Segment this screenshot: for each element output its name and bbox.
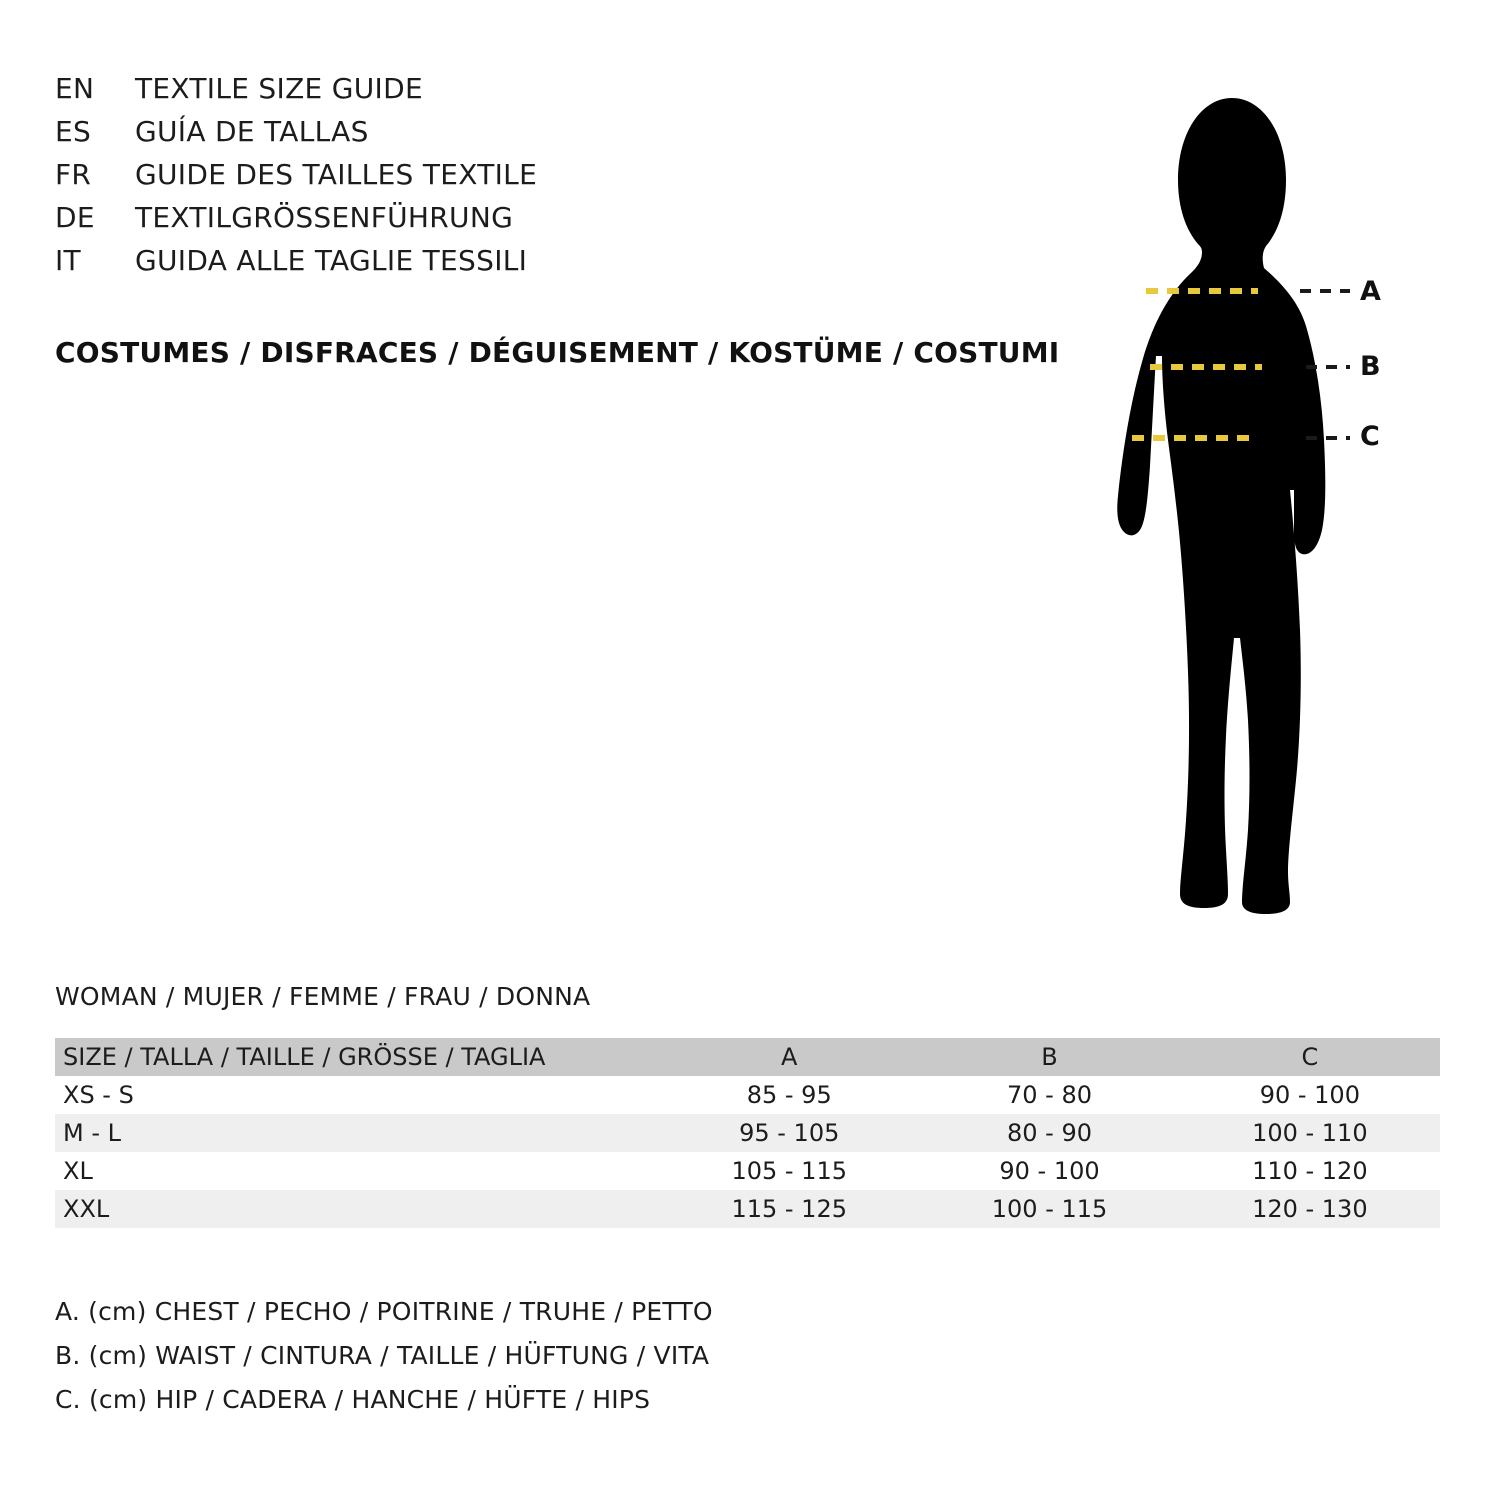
legend-line-c: C. (cm) HIP / CADERA / HANCHE / HÜFTE / HIPS xyxy=(55,1385,651,1414)
cell-c: 100 - 110 xyxy=(1180,1114,1440,1152)
table-row xyxy=(55,1190,1440,1228)
language-code-en: EN xyxy=(55,72,95,105)
cell-b: 80 - 90 xyxy=(919,1114,1179,1152)
language-row-fr xyxy=(55,158,1015,201)
measurement-legend xyxy=(55,1290,1055,1422)
silhouette-icon xyxy=(1050,60,1470,940)
cell-c: 90 - 100 xyxy=(1180,1076,1440,1114)
cell-size: XXL xyxy=(55,1190,659,1228)
language-text-en: TEXTILE SIZE GUIDE xyxy=(135,72,423,105)
table-header-row xyxy=(55,1038,1440,1076)
measure-label-c: C xyxy=(1360,421,1380,452)
column-header-a: A xyxy=(659,1038,919,1076)
language-code-de: DE xyxy=(55,201,95,234)
language-row-de xyxy=(55,201,1015,244)
table-header xyxy=(55,1038,1440,1076)
cell-b: 70 - 80 xyxy=(919,1076,1179,1114)
cell-size: XS - S xyxy=(55,1076,659,1114)
language-list xyxy=(55,72,1015,287)
cell-a: 105 - 115 xyxy=(659,1152,919,1190)
table-row xyxy=(55,1114,1440,1152)
cell-b: 100 - 115 xyxy=(919,1190,1179,1228)
column-header-b: B xyxy=(919,1038,1179,1076)
cell-b: 90 - 100 xyxy=(919,1152,1179,1190)
language-row-es xyxy=(55,115,1015,158)
table-row xyxy=(55,1152,1440,1190)
language-row-it xyxy=(55,244,1015,287)
language-code-fr: FR xyxy=(55,158,92,191)
measure-label-a: A xyxy=(1360,276,1381,307)
language-code-it: IT xyxy=(55,244,81,277)
column-header-c: C xyxy=(1180,1038,1440,1076)
female-silhouette-figure xyxy=(1050,60,1470,940)
cell-c: 110 - 120 xyxy=(1180,1152,1440,1190)
language-text-it: GUIDA ALLE TAGLIE TESSILI xyxy=(135,244,528,277)
language-row-en xyxy=(55,72,1015,115)
language-text-es: GUÍA DE TALLAS xyxy=(135,115,369,148)
table-body xyxy=(55,1076,1440,1228)
table-row xyxy=(55,1076,1440,1114)
table-caption: WOMAN / MUJER / FEMME / FRAU / DONNA xyxy=(55,982,591,1011)
cell-size: M - L xyxy=(55,1114,659,1152)
language-text-fr: GUIDE DES TAILLES TEXTILE xyxy=(135,158,538,191)
cell-size: XL xyxy=(55,1152,659,1190)
column-header-size: SIZE / TALLA / TAILLE / GRÖSSE / TAGLIA xyxy=(55,1038,659,1076)
cell-a: 85 - 95 xyxy=(659,1076,919,1114)
cell-c: 120 - 130 xyxy=(1180,1190,1440,1228)
costumes-subtitle: COSTUMES / DISFRACES / DÉGUISEMENT / KOSTÜME / COSTUMI xyxy=(55,336,1060,369)
language-text-de: TEXTILGRÖSSENFÜHRUNG xyxy=(135,201,514,234)
language-code-es: ES xyxy=(55,115,92,148)
legend-line-a: A. (cm) CHEST / PECHO / POITRINE / TRUHE / PETTO xyxy=(55,1297,713,1326)
cell-a: 95 - 105 xyxy=(659,1114,919,1152)
cell-a: 115 - 125 xyxy=(659,1190,919,1228)
size-table xyxy=(55,1038,1440,1228)
measure-label-b: B xyxy=(1360,351,1381,382)
legend-line-b: B. (cm) WAIST / CINTURA / TAILLE / HÜFTUNG / VITA xyxy=(55,1341,710,1370)
